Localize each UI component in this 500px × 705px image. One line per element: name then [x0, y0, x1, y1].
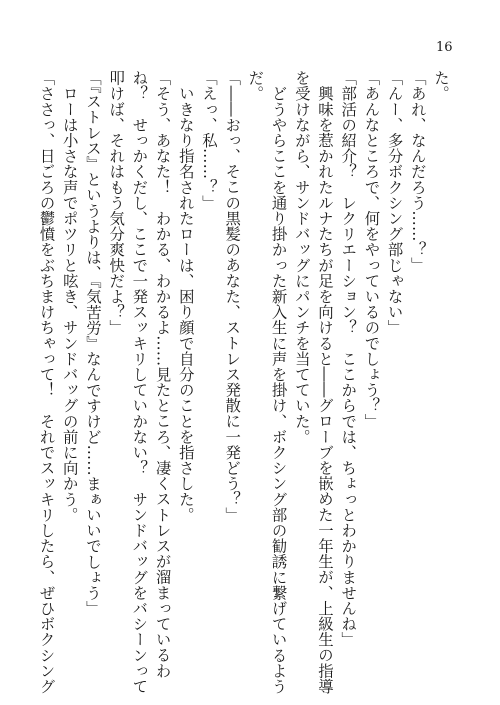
page-number: 16	[436, 40, 453, 55]
text-line: だ。	[246, 70, 265, 102]
text-line: 叩けば、それはもう気分爽快だよ？」	[107, 70, 126, 336]
text-line: ローは小さな声でポツリと呟き、サンドバッグの前に向かう。	[60, 70, 79, 523]
text-line: 「あれ、なんだろう……？」	[408, 70, 427, 273]
text-line: 興味を惹かれたルナたちが足を向けると――グローブを嵌めた一年生が、上級生の指導	[315, 70, 334, 694]
text-line: 「――おっ、そこの黒髪のあなた、ストレス発散に一発どう？」	[223, 70, 242, 523]
text-line: 「部活の紹介？ レクリエーション？ ここからでは、ちょっとわかりませんね」	[339, 70, 358, 648]
novel-body-text	[37, 70, 452, 694]
text-line: どうやらここを通り掛かった新入生に声を掛け、ボクシング部の勧誘に繋げているよう	[269, 70, 288, 694]
text-line: 「んー、多分ボクシング部じゃない」	[385, 70, 404, 336]
text-line: た。	[432, 70, 450, 102]
text-line: を受けながら、サンドバッグにパンチを当てていた。	[292, 70, 311, 445]
text-line: 「えっ、私……？」	[199, 70, 218, 211]
text-line: 「『ストレス』というよりは、『気苦労』なんですけど……まぁいいでしょう」	[83, 70, 102, 617]
text-line: ね？ せっかくだし、ここで一発スッキリしていかない？ サンドバッグをバシーンって	[130, 70, 149, 694]
text-line: 「そう、あなた！ わかる、わかるよ……見たところ、凄くストレスが溜まっているわ	[153, 70, 172, 679]
text-line: 「ささっ、日ごろの鬱憤をぶちまけちゃって！ それでスッキリしたら、ぜひボクシング	[37, 70, 56, 694]
text-line: 「あんなところで、何をやっているのでしょう？」	[362, 70, 381, 429]
text-line: いきなり指名されたローは、困り顔で自分のことを指さした。	[176, 70, 195, 523]
